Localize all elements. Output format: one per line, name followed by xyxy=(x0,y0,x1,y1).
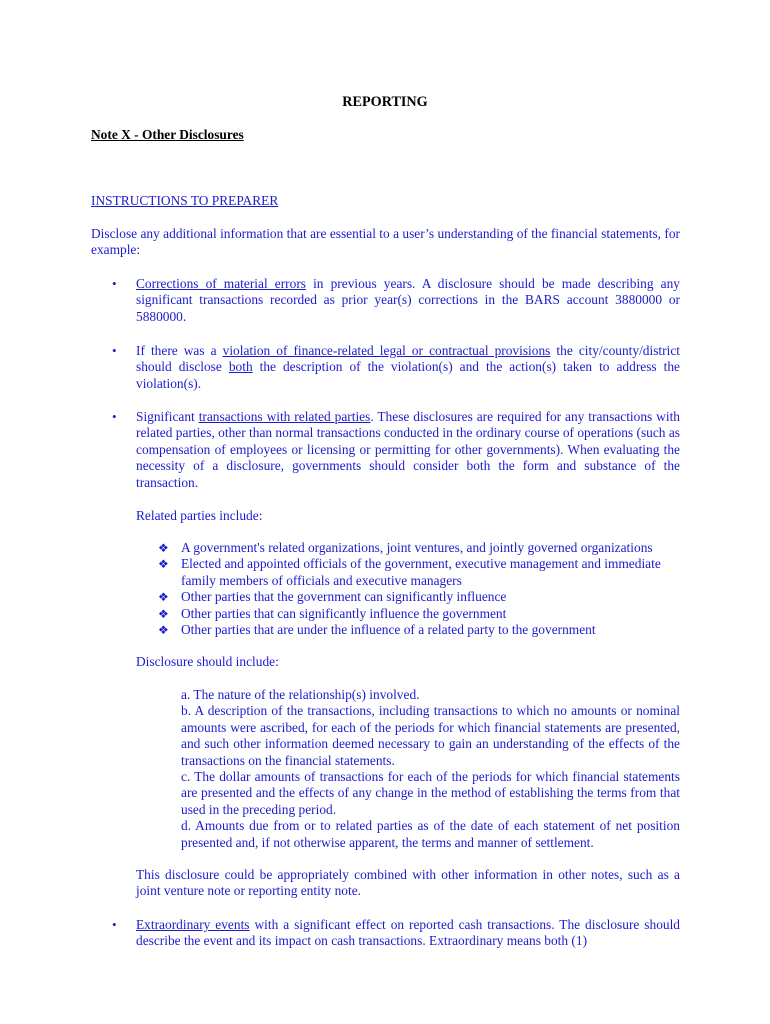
both-emphasis: both xyxy=(228,359,253,375)
list-item-text: Other parties that the government can significantly influence xyxy=(181,589,507,605)
bullet-icon: • xyxy=(112,409,117,424)
diamond-icon: ❖ xyxy=(158,557,169,572)
related-parties-link[interactable]: transactions with related parties xyxy=(198,409,371,424)
diamond-icon: ❖ xyxy=(158,590,169,605)
bullet-violation xyxy=(136,343,680,392)
diamond-icon: ❖ xyxy=(158,541,169,555)
disclosure-item: d. Amounts due from or to related parties as of the date of each statement of net position presented and, if not otherwise apparent, the terms and manner of settlement. xyxy=(181,818,680,850)
bullet-text: Significant xyxy=(136,409,199,424)
bullet-related-parties xyxy=(136,409,680,491)
bullet-text: in previous years. A disclosure should be made describing any significant transactions recorded as prior year(s) corrections in the BARS account 3880000 or 5880000. xyxy=(136,276,680,324)
combined-note-paragraph: This disclosure could be appropriately combined with other information in other notes, such as a joint venture note or reporting entity note. xyxy=(136,867,680,899)
bullet-icon: • xyxy=(112,343,117,358)
bullet-corrections xyxy=(136,276,680,325)
list-item-text: Other parties that are under the influence of a related party to the government xyxy=(181,622,596,638)
related-parties-heading: Related parties include: xyxy=(136,508,263,523)
list-item xyxy=(158,556,680,589)
note-heading: Note X - Other Disclosures xyxy=(91,127,244,142)
intro-paragraph: Disclose any additional information that are essential to a user’s understanding of the financial statements, for example: xyxy=(91,226,680,258)
diamond-icon: ❖ xyxy=(158,606,169,621)
disclosure-item: b. A description of the transactions, including transactions to which no amounts or nominal amounts were ascribed, for each of the periods for which financial statements are presented, and such other information deemed necessary to gain an understanding of the effects of the transactions on the financial statements. xyxy=(181,703,680,768)
bullet-text: with a significant effect on reported cash transactions. The disclosure should describe the event and its impact on cash transactions. Extraordinary means both (1) xyxy=(136,917,681,949)
list-item xyxy=(158,622,680,638)
related-parties-list xyxy=(158,540,680,638)
corrections-link[interactable]: Corrections of material errors xyxy=(136,276,306,291)
list-item xyxy=(158,540,680,556)
bullet-text: . These disclosures are required for any transactions with related parties, other than normal transactions conducted in the ordinary course of operations (such as compensation of employees or licensing or permitting for other governments). When evaluating the necessity of a disclosure, governments should consider both the form and substance of the transaction. xyxy=(136,409,680,490)
bullet-icon: • xyxy=(112,276,117,291)
extraordinary-events-link[interactable]: Extraordinary events xyxy=(136,917,250,932)
bullet-text: the description of the violation(s) and the action(s) taken to address the violation(s). xyxy=(136,359,680,391)
list-item-text: Elected and appointed officials of the government, executive management and immediate family members of officials and executive managers xyxy=(181,556,661,588)
disclosure-heading: Disclosure should include: xyxy=(136,654,279,669)
list-item xyxy=(158,606,680,622)
diamond-icon: ❖ xyxy=(158,623,169,638)
violation-link[interactable]: violation of finance-related legal or contractual provisions xyxy=(222,343,551,358)
bullet-icon: • xyxy=(112,917,117,932)
disclosure-item: a. The nature of the relationship(s) involved. xyxy=(181,687,420,702)
page-title: REPORTING xyxy=(342,94,428,110)
instructions-heading: INSTRUCTIONS TO PREPARER xyxy=(91,193,279,208)
list-item-text: A government's related organizations, joint ventures, and jointly governed organizations xyxy=(181,540,653,555)
bullet-extraordinary-events xyxy=(136,917,680,950)
disclosure-item: c. The dollar amounts of transactions for each of the periods for which financial statements are presented and the effects of any change in the method of establishing the terms from that used in the preceding period. xyxy=(181,769,680,817)
bullet-text: If there was a xyxy=(136,343,223,358)
list-item-text: Other parties that can significantly influence the government xyxy=(181,605,507,621)
bullet-text: the city/county/district should disclose xyxy=(136,343,680,375)
disclosure-list xyxy=(181,687,680,851)
list-item xyxy=(158,589,680,605)
